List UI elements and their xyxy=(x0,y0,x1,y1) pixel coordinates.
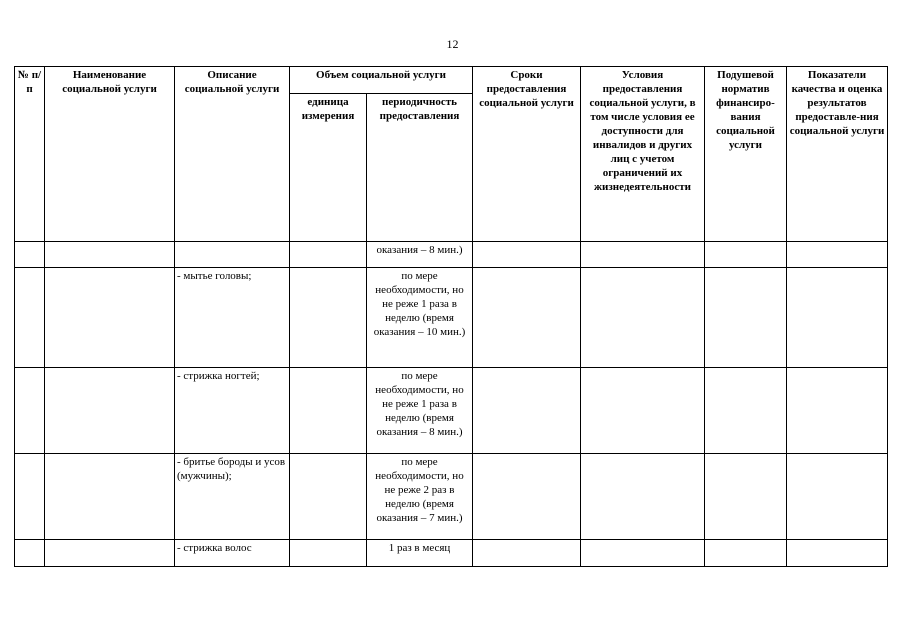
cell-periodicity: 1 раз в месяц xyxy=(367,540,473,567)
cell-description xyxy=(175,242,290,268)
cell-description: - мытье головы; xyxy=(175,268,290,368)
cell-terms xyxy=(473,368,581,454)
header-service-name: Наименование социальной услуги xyxy=(45,67,175,242)
cell-norm xyxy=(705,242,787,268)
cell-terms xyxy=(473,268,581,368)
header-service-description: Описание социальной услуги xyxy=(175,67,290,242)
cell-norm xyxy=(705,368,787,454)
cell-conditions xyxy=(581,540,705,567)
header-row-top xyxy=(15,67,888,94)
cell-terms xyxy=(473,454,581,540)
table-row xyxy=(15,540,888,567)
cell-terms xyxy=(473,242,581,268)
cell-unit xyxy=(290,268,367,368)
cell-name xyxy=(45,242,175,268)
cell-num xyxy=(15,268,45,368)
header-financing-norm: Подушевой норматив финансиро-вания социальной услуги xyxy=(705,67,787,242)
cell-name xyxy=(45,268,175,368)
cell-num xyxy=(15,540,45,567)
header-quality-indicators: Показатели качества и оценка результатов предоставле-ния социальной услуги xyxy=(787,67,888,242)
cell-conditions xyxy=(581,242,705,268)
header-service-conditions: Условия предоставления социальной услуги, в том числе условия ее доступности для инвалидов и других лиц с учетом ограничений их жизнедеятельности xyxy=(581,67,705,242)
cell-terms xyxy=(473,540,581,567)
cell-indicators xyxy=(787,368,888,454)
cell-periodicity: по мере необходимости, но не реже 1 раза в неделю (время оказания – 8 мин.) xyxy=(367,368,473,454)
cell-periodicity: оказания – 8 мин.) xyxy=(367,242,473,268)
header-service-terms: Сроки предоставления социальной услуги xyxy=(473,67,581,242)
header-service-volume: Объем социальной услуги xyxy=(290,67,473,94)
header-num: № п/п xyxy=(15,67,45,242)
page-number: 12 xyxy=(446,37,459,51)
cell-conditions xyxy=(581,368,705,454)
table-row xyxy=(15,454,888,540)
header-volume-periodicity: периодичность предоставления xyxy=(367,94,473,242)
cell-unit xyxy=(290,454,367,540)
cell-norm xyxy=(705,454,787,540)
table-row xyxy=(15,268,888,368)
cell-unit xyxy=(290,242,367,268)
social-services-table xyxy=(14,66,888,567)
cell-description: - стрижка ногтей; xyxy=(175,368,290,454)
table-row xyxy=(15,242,888,268)
cell-name xyxy=(45,540,175,567)
cell-num xyxy=(15,368,45,454)
cell-name xyxy=(45,368,175,454)
cell-indicators xyxy=(787,540,888,567)
cell-indicators xyxy=(787,268,888,368)
cell-unit xyxy=(290,540,367,567)
cell-norm xyxy=(705,540,787,567)
cell-indicators xyxy=(787,242,888,268)
cell-name xyxy=(45,454,175,540)
table-row xyxy=(15,368,888,454)
cell-num xyxy=(15,242,45,268)
cell-unit xyxy=(290,368,367,454)
cell-periodicity: по мере необходимости, но не реже 1 раза в неделю (время оказания – 10 мин.) xyxy=(367,268,473,368)
cell-norm xyxy=(705,268,787,368)
cell-conditions xyxy=(581,454,705,540)
cell-num xyxy=(15,454,45,540)
cell-periodicity: по мере необходимости, но не реже 2 раз в неделю (время оказания – 7 мин.) xyxy=(367,454,473,540)
cell-conditions xyxy=(581,268,705,368)
cell-description: - стрижка волос xyxy=(175,540,290,567)
cell-indicators xyxy=(787,454,888,540)
header-volume-unit: единица измерения xyxy=(290,94,367,242)
cell-description: - бритье бороды и усов (мужчины); xyxy=(175,454,290,540)
